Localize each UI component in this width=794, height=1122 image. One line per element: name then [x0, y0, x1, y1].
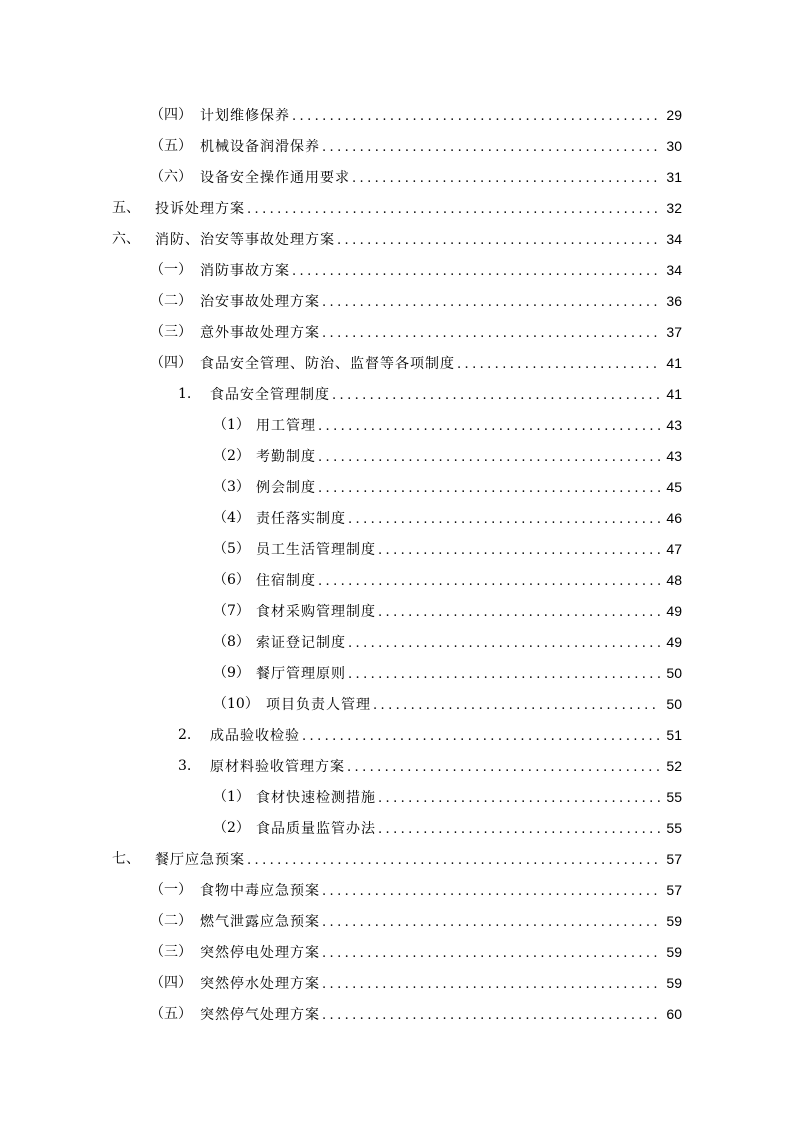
toc-entry-number: （五） — [150, 1006, 192, 1022]
toc-leader-dots — [247, 194, 660, 225]
toc-entry[interactable] — [0, 100, 794, 131]
toc-entry-page: 37 — [666, 324, 682, 340]
toc-entry-number: （5） — [213, 541, 250, 557]
toc-entry-number: （二） — [150, 913, 192, 929]
toc-entry-number: （2） — [213, 820, 250, 836]
toc-entry-number: （10） — [213, 696, 259, 712]
toc-entry-number: （3） — [213, 479, 250, 495]
toc-leader-dots — [322, 969, 660, 1000]
toc-entry[interactable] — [0, 875, 794, 906]
toc-entry-title: 住宿制度 — [256, 573, 316, 589]
toc-entry-title: 例会制度 — [256, 480, 316, 496]
toc-entry-page: 47 — [666, 541, 682, 557]
toc-entry-page: 48 — [666, 572, 682, 588]
table-of-contents — [0, 100, 794, 1030]
toc-entry-page: 29 — [666, 107, 682, 123]
toc-entry-title: 计划维修保养 — [200, 108, 290, 124]
toc-entry-page: 43 — [666, 417, 682, 433]
toc-entry-number: （2） — [213, 448, 250, 464]
toc-entry-page: 32 — [666, 200, 682, 216]
toc-entry-title: 食材快速检测措施 — [256, 790, 376, 806]
toc-entry-title: 机械设备润滑保养 — [200, 139, 320, 155]
toc-entry-title: 治安事故处理方案 — [200, 294, 320, 310]
toc-entry-title: 突然停水处理方案 — [200, 976, 320, 992]
toc-entry-page: 59 — [666, 975, 682, 991]
toc-entry-page: 55 — [666, 820, 682, 836]
toc-entry[interactable] — [0, 224, 794, 255]
toc-entry-title: 餐厅应急预案 — [155, 852, 245, 868]
toc-leader-dots — [292, 256, 660, 287]
toc-entry-page: 34 — [666, 262, 682, 278]
toc-entry-title: 设备安全操作通用要求 — [200, 170, 350, 186]
toc-entry-title: 用工管理 — [256, 418, 316, 434]
toc-entry[interactable] — [0, 813, 794, 844]
toc-entry-title: 食品安全管理制度 — [210, 387, 330, 403]
toc-entry-title: 消防、治安等事故处理方案 — [155, 232, 335, 248]
toc-entry-number: （四） — [150, 975, 192, 991]
toc-leader-dots — [373, 690, 660, 721]
toc-entry-number: 1. — [178, 386, 192, 402]
toc-entry-number: （1） — [213, 789, 250, 805]
toc-entry[interactable] — [0, 596, 794, 627]
toc-entry-page: 59 — [666, 944, 682, 960]
toc-entry-page: 43 — [666, 448, 682, 464]
toc-entry-number: （三） — [150, 944, 192, 960]
toc-entry-title: 项目负责人管理 — [266, 697, 371, 713]
toc-entry-page: 52 — [666, 758, 682, 774]
toc-entry-page: 36 — [666, 293, 682, 309]
toc-entry-title: 燃气泄露应急预案 — [200, 914, 320, 930]
toc-entry-title: 食品质量监管办法 — [256, 821, 376, 837]
toc-entry-page: 59 — [666, 913, 682, 929]
toc-leader-dots — [322, 1000, 660, 1031]
toc-leader-dots — [347, 752, 660, 783]
toc-entry-page: 41 — [666, 386, 682, 402]
toc-leader-dots — [457, 349, 660, 380]
toc-entry[interactable] — [0, 131, 794, 162]
toc-entry-title: 食物中毒应急预案 — [200, 883, 320, 899]
toc-entry[interactable] — [0, 503, 794, 534]
toc-entry-number: （四） — [150, 355, 192, 371]
toc-entry-page: 34 — [666, 231, 682, 247]
toc-entry[interactable] — [0, 658, 794, 689]
toc-entry-page: 49 — [666, 603, 682, 619]
toc-entry-number: （6） — [213, 572, 250, 588]
toc-leader-dots — [348, 628, 660, 659]
toc-leader-dots — [318, 411, 660, 442]
toc-entry-title: 成品验收检验 — [210, 728, 300, 744]
toc-entry-title: 原材料验收管理方案 — [210, 759, 345, 775]
toc-leader-dots — [348, 659, 660, 690]
toc-entry-page: 60 — [666, 1006, 682, 1022]
toc-entry-number: （一） — [150, 262, 192, 278]
toc-entry[interactable] — [0, 472, 794, 503]
toc-entry[interactable] — [0, 193, 794, 224]
toc-leader-dots — [322, 938, 660, 969]
toc-entry[interactable] — [0, 720, 794, 751]
toc-entry-page: 31 — [666, 169, 682, 185]
toc-leader-dots — [378, 783, 660, 814]
toc-entry-number: （三） — [150, 324, 192, 340]
toc-leader-dots — [322, 876, 660, 907]
toc-leader-dots — [322, 287, 660, 318]
toc-leader-dots — [378, 597, 660, 628]
toc-entry-title: 突然停电处理方案 — [200, 945, 320, 961]
toc-entry-number: （9） — [213, 665, 250, 681]
toc-entry-page: 50 — [666, 696, 682, 712]
toc-entry-number: （一） — [150, 882, 192, 898]
toc-entry-page: 50 — [666, 665, 682, 681]
toc-entry-title: 消防事故方案 — [200, 263, 290, 279]
toc-entry[interactable] — [0, 286, 794, 317]
toc-entry-title: 考勤制度 — [256, 449, 316, 465]
toc-leader-dots — [378, 535, 660, 566]
toc-entry-title: 员工生活管理制度 — [256, 542, 376, 558]
toc-entry[interactable] — [0, 565, 794, 596]
toc-entry[interactable] — [0, 627, 794, 658]
toc-entry-title: 责任落实制度 — [256, 511, 346, 527]
toc-entry-title: 投诉处理方案 — [155, 201, 245, 217]
toc-leader-dots — [337, 225, 660, 256]
toc-entry[interactable] — [0, 968, 794, 999]
toc-entry[interactable] — [0, 999, 794, 1030]
toc-entry-number: （二） — [150, 293, 192, 309]
toc-entry-page: 45 — [666, 479, 682, 495]
toc-entry-title: 餐厅管理原则 — [256, 666, 346, 682]
toc-leader-dots — [318, 442, 660, 473]
toc-entry-number: 六、 — [112, 231, 140, 247]
toc-entry[interactable] — [0, 689, 794, 720]
toc-entry-page: 49 — [666, 634, 682, 650]
toc-entry-number: （4） — [213, 510, 250, 526]
toc-entry[interactable] — [0, 751, 794, 782]
toc-entry-page: 41 — [666, 355, 682, 371]
toc-entry-number: 2. — [178, 727, 192, 743]
toc-entry[interactable] — [0, 937, 794, 968]
toc-leader-dots — [348, 504, 660, 535]
toc-entry[interactable] — [0, 317, 794, 348]
toc-entry-title: 食品安全管理、防治、监督等各项制度 — [200, 356, 455, 372]
toc-entry[interactable] — [0, 534, 794, 565]
toc-entry[interactable] — [0, 255, 794, 286]
toc-entry-title: 索证登记制度 — [256, 635, 346, 651]
toc-entry-number: （四） — [150, 107, 192, 123]
toc-leader-dots — [322, 318, 660, 349]
toc-entry-number: （8） — [213, 634, 250, 650]
toc-entry-number: （五） — [150, 138, 192, 154]
toc-entry-title: 食材采购管理制度 — [256, 604, 376, 620]
toc-entry-number: 七、 — [112, 851, 140, 867]
toc-entry-number: （1） — [213, 417, 250, 433]
toc-entry[interactable] — [0, 844, 794, 875]
toc-entry[interactable] — [0, 162, 794, 193]
toc-leader-dots — [292, 101, 660, 132]
toc-leader-dots — [352, 163, 660, 194]
toc-entry-page: 46 — [666, 510, 682, 526]
toc-entry-number: （7） — [213, 603, 250, 619]
toc-entry[interactable] — [0, 441, 794, 472]
toc-entry-number: 五、 — [112, 200, 140, 216]
toc-leader-dots — [322, 132, 660, 163]
toc-leader-dots — [302, 721, 660, 752]
toc-entry-number: 3. — [178, 758, 192, 774]
toc-entry[interactable] — [0, 348, 794, 379]
toc-leader-dots — [318, 566, 660, 597]
toc-entry-title: 意外事故处理方案 — [200, 325, 320, 341]
toc-leader-dots — [318, 473, 660, 504]
toc-entry[interactable] — [0, 410, 794, 441]
toc-entry-page: 51 — [666, 727, 682, 743]
toc-entry-page: 55 — [666, 789, 682, 805]
toc-leader-dots — [247, 845, 660, 876]
toc-entry[interactable] — [0, 906, 794, 937]
toc-entry-title: 突然停气处理方案 — [200, 1007, 320, 1023]
toc-entry-number: （六） — [150, 169, 192, 185]
toc-leader-dots — [378, 814, 660, 845]
toc-entry-page: 57 — [666, 851, 682, 867]
toc-leader-dots — [322, 907, 660, 938]
toc-entry[interactable] — [0, 782, 794, 813]
toc-entry[interactable] — [0, 379, 794, 410]
toc-entry-page: 57 — [666, 882, 682, 898]
toc-leader-dots — [332, 380, 660, 411]
toc-entry-page: 30 — [666, 138, 682, 154]
